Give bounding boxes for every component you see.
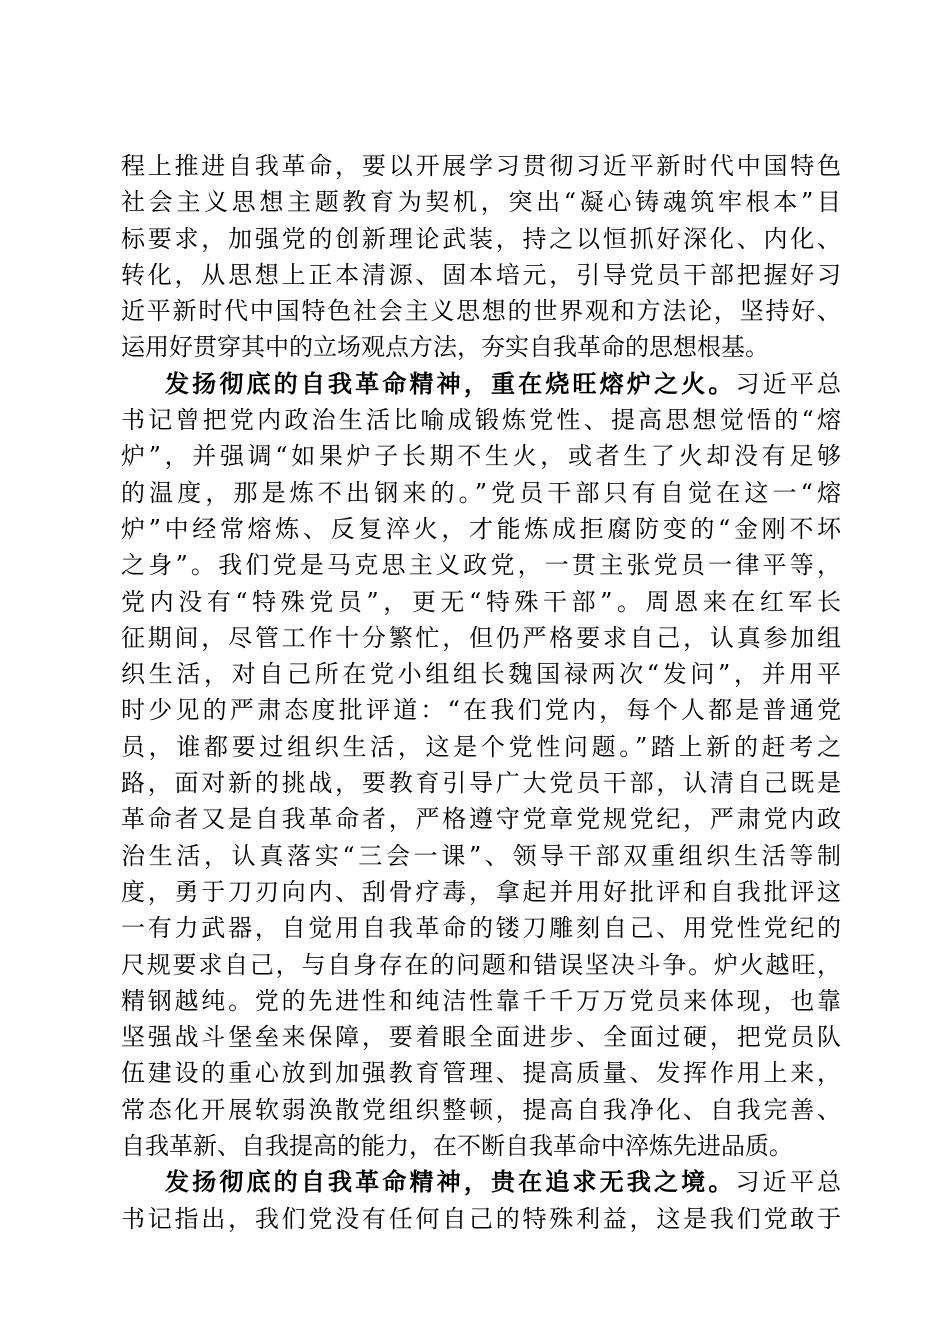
paragraph-2-first-line-rest: 习近平总 — [735, 369, 841, 398]
paragraph-2-line: 的温度，那是炼不出钢来的。”党员干部只有自觉在这一“熔 — [121, 478, 841, 507]
paragraph-2-line: 炉”中经常熔炼、反复淬火，才能炼成拒腐防变的“金刚不坏 — [121, 514, 841, 543]
paragraph-2-line: 坚强战斗堡垒来保障，要着眼全面进步、全面过硬，把党员队 — [121, 1023, 841, 1052]
paragraph-2-line: 治生活，认真落实“三会一课”、领导干部双重组织生活等制 — [121, 841, 841, 870]
paragraph-1-line: 转化，从思想上正本清源、固本培元，引导党员干部把握好习 — [121, 260, 841, 289]
paragraph-2-lead-sentence: 发扬彻底的自我革命精神，重在烧旺熔炉之火。 — [165, 369, 736, 398]
paragraph-1-line: 运用好贯穿其中的立场观点方法，夯实自我革命的思想根基。 — [121, 333, 769, 362]
paragraph-2-line: 员，谁都要过组织生活，这是个党性问题。”踏上新的赶考之 — [121, 732, 841, 761]
paragraph-3-first-line-rest: 习近平总 — [735, 1168, 841, 1197]
paragraph-3-first-line — [121, 1164, 841, 1200]
paragraph-3-line: 书记指出，我们党没有任何自己的特殊利益，这是我们党敢于 — [121, 1204, 841, 1233]
paragraph-2-line: 度，勇于刀刃向内、刮骨疗毒，拿起并用好批评和自我批评这 — [121, 877, 841, 906]
paragraph-1-line: 社会主义思想主题教育为契机，突出“凝心铸魂筑牢根本”目 — [121, 188, 841, 217]
paragraph-1-line: 近平新时代中国特色社会主义思想的世界观和方法论，坚持好、 — [121, 297, 841, 326]
paragraph-2-line: 织生活，对自己所在党小组组长魏国禄两次“发问”，并用平 — [121, 660, 841, 689]
paragraph-2-line: 时少见的严肃态度批评道：“在我们党内，每个人都是普通党 — [121, 696, 841, 725]
paragraph-2-line: 路，面对新的挑战，要教育引导广大党员干部，认清自己既是 — [121, 769, 841, 798]
paragraph-2-line: 炉”，并强调“如果炉子长期不生火，或者生了火却没有足够 — [121, 442, 841, 471]
paragraph-2-line: 伍建设的重心放到加强教育管理、提高质量、发挥作用上来， — [121, 1059, 841, 1088]
paragraph-2 — [121, 366, 841, 1165]
paragraph-2-line: 革命者又是自我革命者，严格遵守党章党规党纪，严肃党内政 — [121, 805, 841, 834]
paragraph-2-line: 常态化开展软弱涣散党组织整顿，提高自我净化、自我完善、 — [121, 1095, 841, 1124]
paragraph-2-line: 精钢越纯。党的先进性和纯洁性靠千千万万党员来体现，也靠 — [121, 986, 841, 1015]
paragraph-2-line: 一有力武器，自觉用自我革命的镂刀雕刻自己、用党性党纪的 — [121, 914, 841, 943]
paragraph-2-first-line — [121, 366, 841, 402]
paragraph-2-line: 书记曾把党内政治生活比喻成锻炼党性、提高思想觉悟的“熔 — [121, 406, 841, 435]
paragraph-3-lead-sentence: 发扬彻底的自我革命精神，贵在追求无我之境。 — [165, 1168, 736, 1197]
paragraph-2-line: 之身”。我们党是马克思主义政党，一贯主张党员一律平等， — [121, 551, 841, 580]
paragraph-1 — [121, 148, 841, 366]
paragraph-1-line: 程上推进自我革命，要以开展学习贯彻习近平新时代中国特色 — [121, 152, 841, 180]
paragraph-2-line: 征期间，尽管工作十分繁忙，但仍严格要求自己，认真参加组 — [121, 623, 841, 652]
paragraph-2-line: 尺规要求自己，与自身存在的问题和错误坚决斗争。炉火越旺， — [121, 950, 841, 979]
paragraph-3 — [121, 1164, 841, 1237]
paragraph-2-line: 自我革新、自我提高的能力，在不断自我革命中淬炼先进品质。 — [121, 1132, 793, 1161]
paragraph-2-line: 党内没有“特殊党员”，更无“特殊干部”。周恩来在红军长 — [121, 587, 841, 616]
document-body — [121, 148, 841, 1237]
paragraph-1-line: 标要求，加强党的创新理论武装，持之以恒抓好深化、内化、 — [121, 224, 841, 253]
